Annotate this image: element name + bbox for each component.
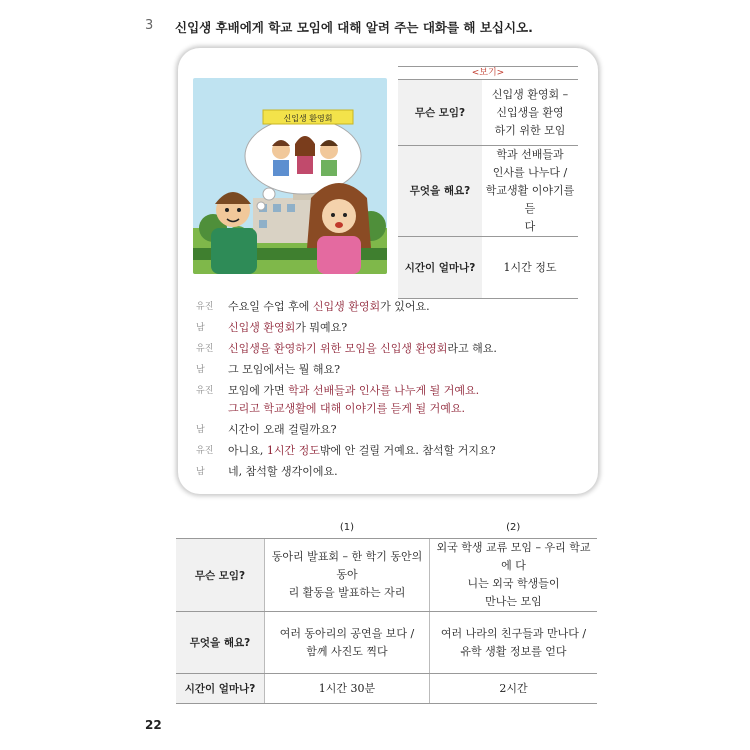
reference-row <box>398 146 578 237</box>
dialog-line <box>196 361 586 379</box>
question-instruction: 신입생 후배에게 학교 모임에 대해 알려 주는 대화를 해 보십시오. <box>175 20 533 35</box>
option-line: 여러 나라의 친구들과 만나다 / <box>440 626 587 640</box>
dialog-line <box>196 340 586 358</box>
dialog-text: 신입생을 환영하기 위한 모임을 신입생 환영회라고 해요. <box>228 342 497 355</box>
banner-text: 신입생 환영회 <box>283 114 333 123</box>
illustration <box>193 78 387 274</box>
reference-value <box>482 237 578 299</box>
reference-line: 신입생을 환영 <box>496 105 564 119</box>
speaker-label: 유진 <box>196 446 214 456</box>
dialog-line <box>196 382 586 400</box>
options-row <box>176 539 597 612</box>
page-number: 22 <box>145 718 162 732</box>
reference-line: 인사를 나누다 / <box>492 166 568 179</box>
option-line: 만나는 모임 <box>485 595 542 608</box>
option-cell <box>429 674 597 704</box>
options-label: 시간이 얼마나? <box>176 674 265 704</box>
options-table <box>176 516 597 704</box>
reference-line: 1시간 정도 <box>503 260 557 274</box>
speaker-label: 유진 <box>196 344 214 354</box>
reference-row <box>398 237 578 299</box>
reference-line: 신입생 환영회 – <box>491 87 569 101</box>
reference-table <box>398 66 578 299</box>
reference-line: 학교생활 이야기를 듣 <box>485 184 575 215</box>
dialog <box>196 298 586 484</box>
options-label: 무엇을 해요? <box>176 612 265 674</box>
reference-label: 무엇을 해요? <box>398 146 482 237</box>
dialog-line <box>196 421 586 439</box>
reference-line: 학과 선배들과 <box>496 148 564 161</box>
option-cell <box>429 539 597 612</box>
dialog-line <box>196 463 586 481</box>
dialog-text: 그리고 학교생활에 대해 이야기를 듣게 될 거예요. <box>228 402 465 415</box>
options-row <box>176 612 597 674</box>
option-line: 여러 동아리의 공연을 보다 / <box>279 626 415 640</box>
question-number: 3 <box>145 18 154 33</box>
option-line: 외국 학생 교류 모임 – 우리 학교에 다 <box>436 541 591 572</box>
speaker-label: 유진 <box>196 302 214 312</box>
option-cell <box>429 612 597 674</box>
option-line: 1시간 30분 <box>318 681 376 695</box>
speaker-label: 남 <box>196 467 205 477</box>
option-col-header: (2) <box>506 521 521 533</box>
option-line: 함께 사진도 찍다 <box>306 644 388 658</box>
dialog-line <box>196 442 586 460</box>
option-line: 니는 외국 학생들이 <box>467 577 560 590</box>
option-line: 2시간 <box>499 681 528 695</box>
options-header-row <box>176 516 597 539</box>
reference-value <box>482 80 578 146</box>
reference-line: 하기 위한 모임 <box>494 123 566 137</box>
speaker-label: 남 <box>196 323 205 333</box>
dialog-text: 수요일 수업 후에 신입생 환영회가 있어요. <box>228 300 430 313</box>
dialog-text: 모임에 가면 학과 선배들과 인사를 나누게 될 거예요. <box>228 384 480 397</box>
option-line: 유학 생활 정보를 얻다 <box>460 644 567 658</box>
reference-header: <보기> <box>398 67 578 80</box>
dialog-text: 그 모임에서는 뭘 해요? <box>228 363 341 376</box>
speaker-label: 남 <box>196 365 205 375</box>
option-cell <box>265 539 430 612</box>
option-col-header: (1) <box>339 521 355 533</box>
options-row <box>176 674 597 704</box>
option-cell <box>265 612 430 674</box>
reference-value <box>482 146 578 237</box>
dialog-text: 아니요, 1시간 정도밖에 안 걸릴 거예요. 참석할 거지요? <box>228 444 496 457</box>
speaker-label: 남 <box>196 425 205 435</box>
dialog-line <box>196 400 586 418</box>
speaker-label: 유진 <box>196 386 214 396</box>
option-cell <box>265 674 430 704</box>
option-line: 리 활동을 발표하는 자리 <box>288 586 406 599</box>
reference-label: 무슨 모임? <box>398 80 482 146</box>
reference-line: 다 <box>524 220 536 233</box>
dialog-line <box>196 298 586 316</box>
dialog-text: 시간이 오래 걸릴까요? <box>228 423 337 436</box>
dialog-text: 신입생 환영회가 뭐예요? <box>228 321 348 334</box>
option-line: 동아리 발표회 – 한 학기 동안의 동아 <box>271 550 423 581</box>
dialog-line <box>196 319 586 337</box>
dialog-text: 네, 참석할 생각이에요. <box>228 465 338 478</box>
options-label: 무슨 모임? <box>176 539 265 612</box>
reference-label: 시간이 얼마나? <box>398 237 482 299</box>
reference-row <box>398 80 578 146</box>
illustration-svg <box>193 78 387 274</box>
